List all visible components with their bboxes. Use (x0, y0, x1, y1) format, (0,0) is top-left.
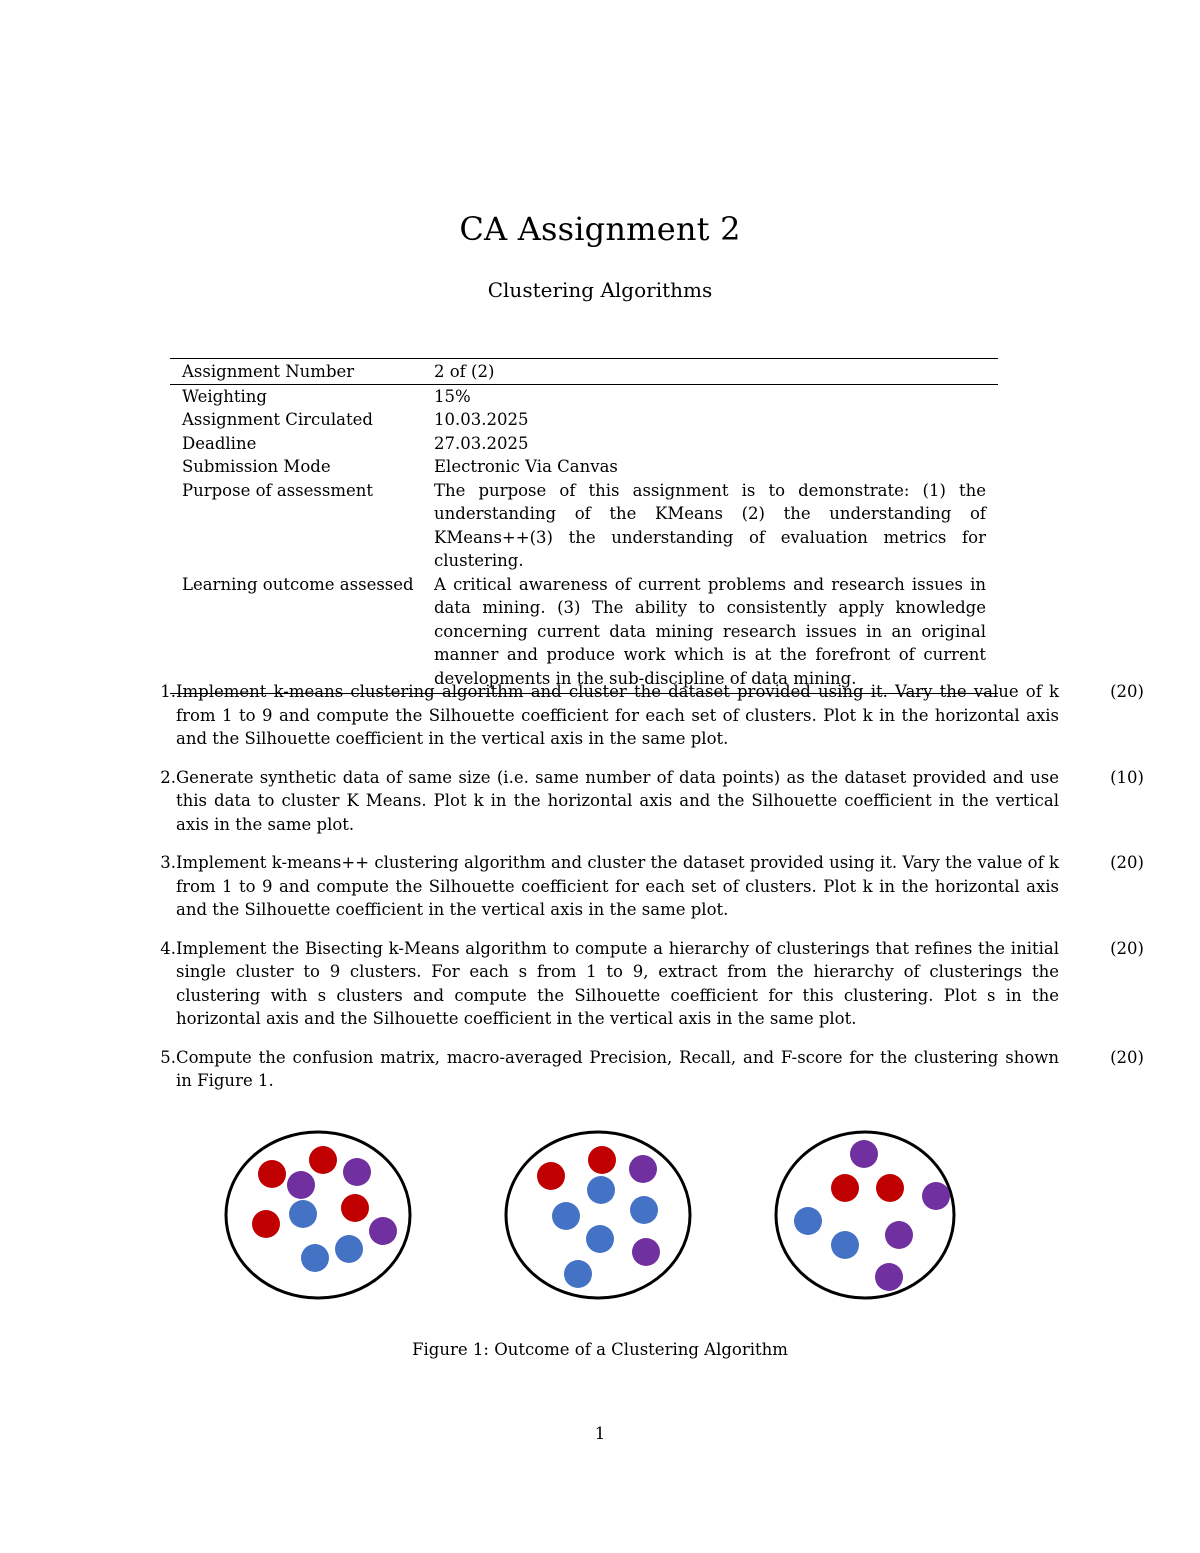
info-value: 27.03.2025 (434, 433, 529, 453)
cluster-3 (776, 1132, 954, 1298)
info-label: Purpose of assessment (182, 480, 374, 500)
info-label: Assignment Number (170, 359, 434, 385)
info-value: A critical awareness of current problems and research issues in data mining. (3) The ability to consistently apply knowledge concerning current data mining research issues in an original manner and produce work which is at the forefront of current developments in the sub-discipline of data mining. (434, 573, 998, 694)
question-points: (20) (1110, 682, 1144, 701)
figure-caption: Figure 1: Outcome of a Clustering Algorithm (412, 1340, 788, 1359)
question-text: Implement k-means++ clustering algorithm and cluster the dataset provided using it. Vary the value of k from 1 to 9 and compute the Silhouette coefficient for each set of clusters. Plot k in the horizontal axis and the Silhouette coefficient in the vertical axis in the same plot. (176, 853, 1059, 919)
purple-point (632, 1238, 660, 1266)
blue-point (552, 1202, 580, 1230)
blue-point (794, 1207, 822, 1235)
table-row (170, 384, 998, 408)
question-item (148, 766, 1148, 837)
page-number: 1 (594, 1424, 606, 1443)
red-point (831, 1174, 859, 1202)
info-value: 2 of (2) (434, 359, 998, 385)
purple-point (369, 1217, 397, 1245)
red-point (258, 1160, 286, 1188)
table-row (170, 432, 998, 456)
page-title: CA Assignment 2 (459, 210, 741, 248)
blue-point (831, 1231, 859, 1259)
cluster-figure (0, 1130, 1200, 1310)
blue-point (586, 1225, 614, 1253)
info-label: Submission Mode (182, 457, 331, 476)
question-points: (20) (1110, 938, 1144, 958)
blue-point (335, 1235, 363, 1263)
blue-point (587, 1176, 615, 1204)
red-point (252, 1210, 280, 1238)
purple-point (629, 1155, 657, 1183)
question-item (148, 937, 1148, 1031)
red-point (309, 1146, 337, 1174)
info-value: 15% (434, 386, 471, 406)
blue-point (564, 1260, 592, 1288)
blue-point (289, 1200, 317, 1228)
info-label: Deadline (182, 433, 257, 453)
question-number: 1. (160, 682, 176, 701)
blue-point (630, 1196, 658, 1224)
table-row (170, 359, 998, 385)
cluster-2 (506, 1132, 690, 1298)
red-point (876, 1174, 904, 1202)
question-points: (10) (1110, 767, 1144, 787)
question-number: 5. (160, 1047, 176, 1067)
question-text: Compute the confusion matrix, macro-averaged Precision, Recall, and F-score for the clustering shown in Figure 1. (176, 1047, 1059, 1090)
cluster-1 (226, 1132, 410, 1298)
info-value: 10.03.2025 (434, 410, 529, 429)
info-label: Weighting (182, 386, 267, 406)
table-row (170, 479, 998, 573)
table-row (170, 573, 998, 694)
purple-point (343, 1158, 371, 1186)
question-item (148, 1046, 1148, 1093)
purple-point (850, 1140, 878, 1168)
info-label: Learning outcome assessed (170, 573, 434, 694)
purple-point (875, 1263, 903, 1291)
red-point (588, 1146, 616, 1174)
blue-point (301, 1244, 329, 1272)
question-text: Implement k-means clustering algorithm and cluster the dataset provided using it. Vary the value of k from 1 to 9 and compute the Silhouette coefficient for each set of clusters. Plot k in the horizontal axis and the Silhouette coefficient in the vertical axis in the same plot. (176, 682, 1059, 748)
page-subtitle: Clustering Algorithms (487, 278, 713, 302)
question-points: (20) (1110, 853, 1144, 872)
question-text: Generate synthetic data of same size (i.e. same number of data points) as the dataset provided and use this data to cluster K Means. Plot k in the horizontal axis and the Silhouette coefficient in the vertical axis in the same plot. (176, 767, 1059, 834)
question-number: 2. (160, 767, 176, 787)
question-item (148, 851, 1148, 922)
info-value: Electronic Via Canvas (434, 457, 618, 476)
purple-point (885, 1221, 913, 1249)
question-text: Implement the Bisecting k-Means algorithm to compute a hierarchy of clusterings that refines the initial single cluster to 9 clusters. For each s from 1 to 9, extract from the hierarchy of clusterings the clustering with s clusters and compute the Silhouette coefficient for this clustering. Plot s in the horizontal axis and the Silhouette coefficient in the vertical axis in the same plot. (176, 938, 1059, 1028)
table-row (170, 408, 998, 432)
red-point (341, 1194, 369, 1222)
red-point (537, 1162, 565, 1190)
purple-point (287, 1171, 315, 1199)
question-list (148, 680, 1148, 1108)
question-points: (20) (1110, 1047, 1144, 1067)
assignment-info-table (170, 358, 998, 694)
info-label: Assignment Circulated (182, 410, 373, 429)
purple-point (922, 1182, 950, 1210)
question-number: 4. (160, 938, 176, 958)
question-item (148, 680, 1148, 751)
info-value: The purpose of this assignment is to demonstrate: (1) the understanding of the KMeans (2) the understanding of KMeans++(3) the understanding of evaluation metrics for clustering. (434, 480, 986, 570)
table-row (170, 455, 998, 479)
question-number: 3. (160, 853, 176, 872)
